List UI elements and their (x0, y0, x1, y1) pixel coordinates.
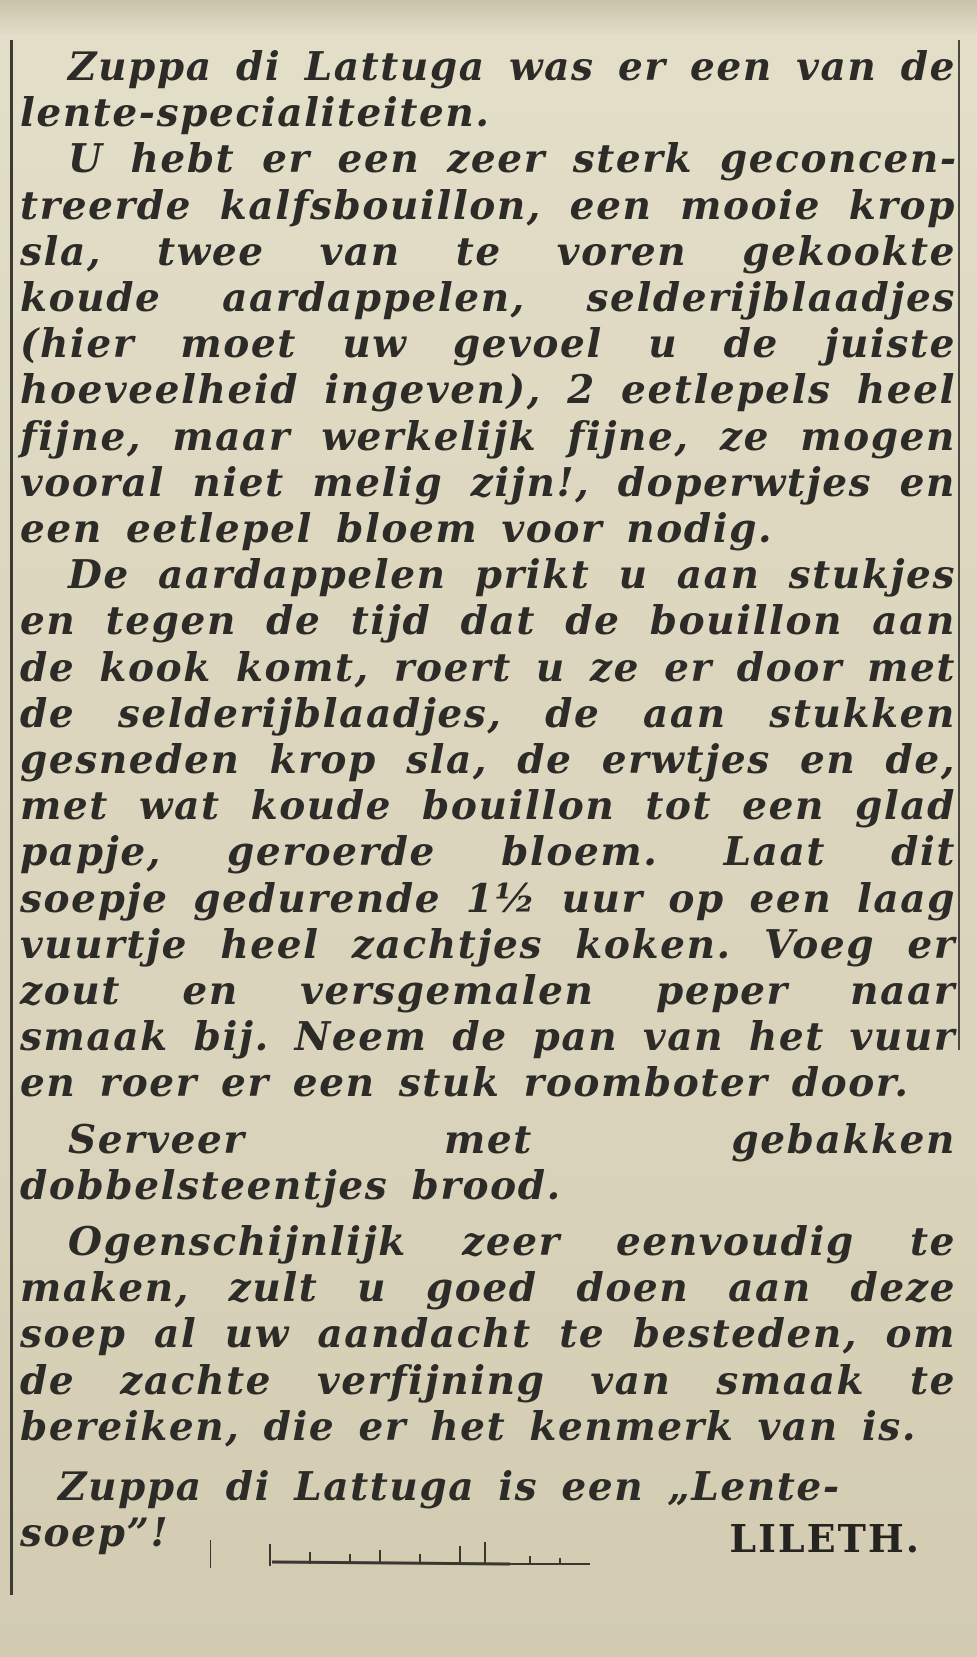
intro-paragraph: Zuppa di Lattuga was er een van de lente-specialiteiten. (20, 44, 956, 137)
closing-line: Zuppa di Lattuga is een „Lente-soep”! (20, 1464, 841, 1557)
column-rule-left (10, 40, 13, 1595)
ingredients-paragraph: U hebt er een zeer sterk geconcentreerde kalfsbouillon, een mooie krop sla, twee van te voren gekookte koude aardappelen, selderijblaadjes (hier moet uw gevoel u de juiste hoeveelheid ingeven), 2 eetlepels heel fijne, maar werkelijk fijne, ze mogen vooral niet melig zijn!, doperwtjes en een eetlepel bloem voor nodig. (20, 136, 956, 553)
author-signature: LILETH. (729, 1516, 921, 1561)
ornament-divider (210, 1534, 630, 1574)
advice-paragraph: Ogenschijnlijk zeer eenvoudig te maken, zult u goed doen aan deze soep al uw aandacht te besteden, om de zachte verfijning van smaak te bereiken, die er het kenmerk van is. (20, 1219, 956, 1450)
column-rule-right (958, 40, 960, 1050)
signature-row (0, 1500, 977, 1580)
method-paragraph: De aardappelen prikt u aan stukjes en tegen de tijd dat de bouillon aan de kook komt, roert u ze er door met de selderijblaadjes, de aan stukken gesneden krop sla, de erwtjes en de, met wat koude bouillon tot een glad papje, geroerde bloem. Laat dit soepje gedurende 1½ uur op een laag vuurtje heel zachtjes koken. Voeg er zout en versgemalen peper naar smaak bij. Neem de pan van het vuur en roer er een stuk roomboter door. (20, 552, 956, 1107)
article-body (20, 44, 956, 1557)
serving-paragraph: Serveer met gebakken dobbelsteentjes brood. (20, 1116, 956, 1209)
torn-top-edge (0, 0, 977, 34)
